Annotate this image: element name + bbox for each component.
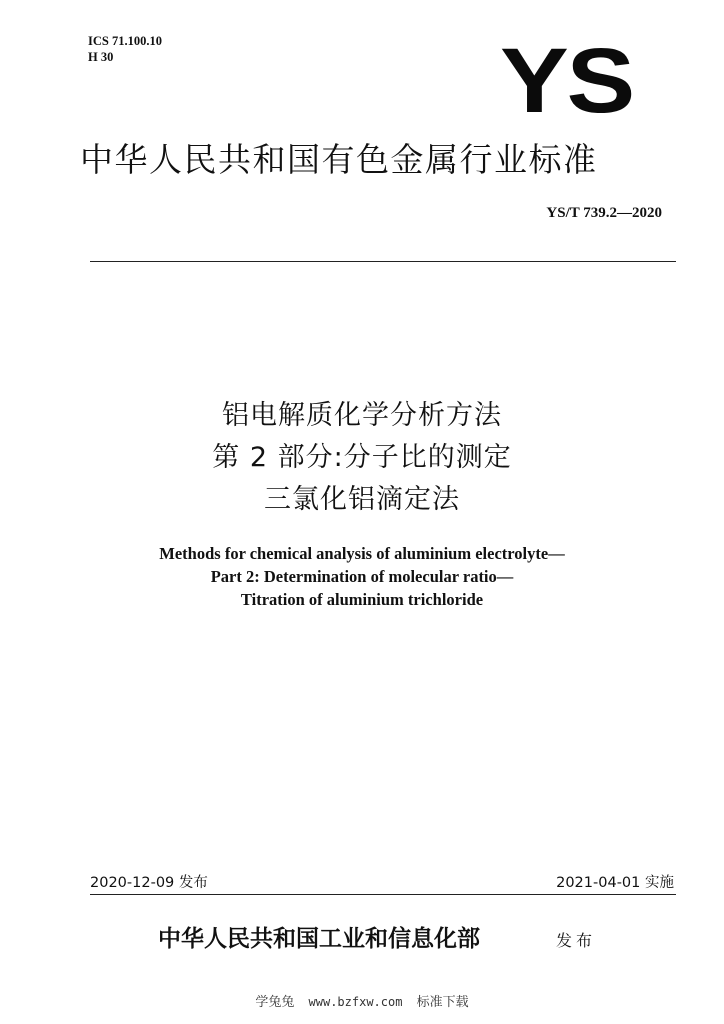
chinese-title-line-2: 第 2 部分:分子比的测定 xyxy=(212,442,512,473)
footer-label: 标准下载 xyxy=(416,995,469,1010)
chinese-title-line-3: 三氯化铝滴定法 xyxy=(264,484,460,515)
ics-code: ICS 71.100.10 xyxy=(88,34,162,48)
ccs-code: H 30 xyxy=(88,50,114,64)
top-divider xyxy=(90,261,676,262)
english-title-line-2: Part 2: Determination of molecular ratio— xyxy=(210,567,514,586)
standard-category-title: 中华人民共和国有色金属行业标准 xyxy=(80,140,598,179)
footer-site-link[interactable]: www.bzfxw.com xyxy=(308,995,403,1009)
english-title-line-1: Methods for chemical analysis of aluminium electrolyte— xyxy=(159,544,565,563)
bottom-divider xyxy=(90,894,676,895)
release-date: 2020-12-09 发布 xyxy=(90,875,208,891)
issuing-authority: 中华人民共和国工业和信息化部 xyxy=(158,925,480,952)
chinese-title-line-1: 铝电解质化学分析方法 xyxy=(222,400,502,431)
chinese-title xyxy=(0,395,724,521)
english-title-line-3: Titration of aluminium trichloride xyxy=(240,590,484,609)
implementation-date: 2021-04-01 实施 xyxy=(556,875,674,891)
english-title xyxy=(0,542,724,611)
issuing-authority-suffix: 发布 xyxy=(556,931,597,950)
ys-logo: YS xyxy=(500,30,633,132)
classification-codes xyxy=(88,33,162,65)
footer-watermark xyxy=(0,994,724,1011)
footer-brand: 学兔兔 xyxy=(255,995,295,1010)
standard-number: YS/T 739.2—2020 xyxy=(546,205,662,221)
